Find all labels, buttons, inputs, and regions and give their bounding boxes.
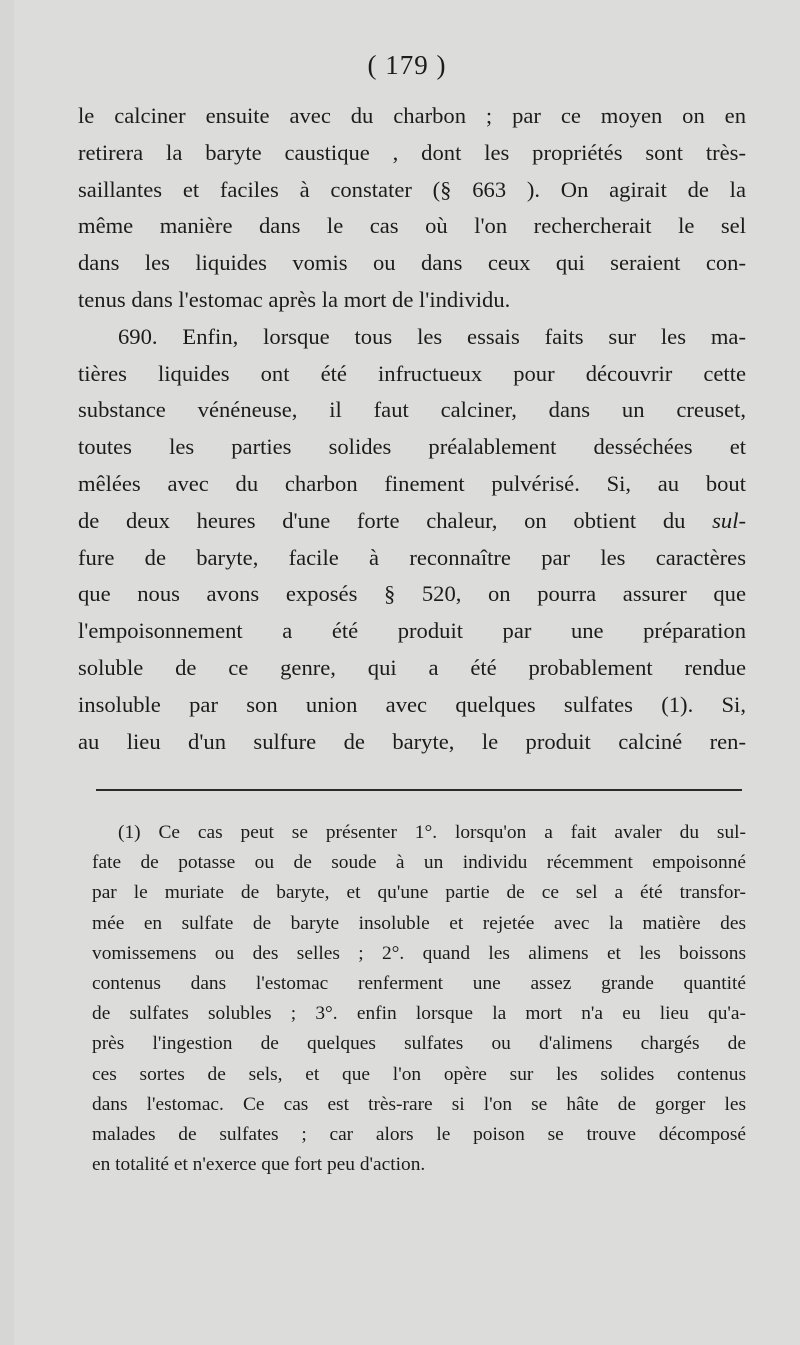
text-line: mêlées avec du charbon finement pulvérisé. Si, au bout: [78, 470, 746, 496]
footnote-line: dans l'estomac. Ce cas est très-rare si l'on se hâte de gorger les: [92, 1093, 746, 1115]
text-line: que nous avons exposés § 520, on pourra assurer que: [78, 581, 746, 607]
footnote-divider: [96, 789, 742, 791]
footnote-line: de sulfates solubles ; 3°. enfin lorsque la mort n'a eu lieu qu'a-: [92, 1003, 746, 1025]
footnote-line: malades de sulfates ; car alors le poison se trouve décomposé: [92, 1124, 746, 1146]
text-line: au lieu d'un sulfure de baryte, le produit calciné ren-: [78, 728, 746, 754]
text-line: toutes les parties solides préalablement desséchées et: [78, 434, 746, 460]
page-number: ( 179 ): [367, 50, 447, 80]
text-line: insoluble par son union avec quelques sulfates (1). Si,: [78, 691, 746, 717]
footnote-line: ces sortes de sels, et que l'on opère sur les solides contenus: [92, 1063, 746, 1085]
main-text: [78, 98, 746, 760]
text-line: retirera la baryte caustique , dont les propriétés sont très-: [78, 139, 746, 165]
footnote: [92, 818, 746, 1180]
text-line: substance vénéneuse, il faut calciner, dans un creuset,: [78, 397, 746, 423]
text-line: saillantes et faciles à constater (§ 663 ). On agirait de la: [78, 176, 746, 202]
text-line: tières liquides ont été infructueux pour découvrir cette: [78, 360, 746, 386]
text-line: dans les liquides vomis ou dans ceux qui seraient con-: [78, 250, 746, 276]
footnote-line: par le muriate de baryte, et qu'une partie de ce sel a été transfor-: [92, 882, 746, 904]
text-line: soluble de ce genre, qui a été probablement rendue: [78, 654, 746, 680]
text-line: tenus dans l'estomac après la mort de l'individu.: [78, 286, 511, 312]
text-line: même manière dans le cas où l'on rechercherait le sel: [78, 213, 746, 239]
book-page: [14, 0, 800, 1345]
text-line: l'empoisonnement a été produit par une préparation: [78, 618, 746, 644]
text-segment: de deux heures d'une forte chaleur, on obtient du: [78, 507, 686, 533]
text-line-with-italic: [78, 503, 746, 540]
footnote-line: vomissemens ou des selles ; 2°. quand les alimens et les boissons: [92, 942, 746, 964]
text-line: le calciner ensuite avec du charbon ; par ce moyen on en: [78, 103, 746, 128]
text-line: fure de baryte, facile à reconnaître par les caractères: [78, 544, 746, 570]
footnote-line: près l'ingestion de quelques sulfates ou d'alimens chargés de: [92, 1033, 746, 1055]
footnote-line: en totalité et n'exerce que fort peu d'action.: [92, 1154, 426, 1176]
footnote-line: mée en sulfate de baryte insoluble et rejetée avec la matière des: [92, 912, 746, 934]
footnote-line: fate de potasse ou de soude à un individu récemment empoisonné: [92, 852, 746, 874]
text-line: 690. Enfin, lorsque tous les essais faits sur les ma-: [118, 323, 746, 349]
footnote-line: contenus dans l'estomac renferment une assez grande quantité: [92, 973, 746, 995]
footnote-line: (1) Ce cas peut se présenter 1°. lorsqu'on a fait avaler du sul-: [118, 822, 746, 843]
italic-term: sul-: [712, 507, 746, 533]
